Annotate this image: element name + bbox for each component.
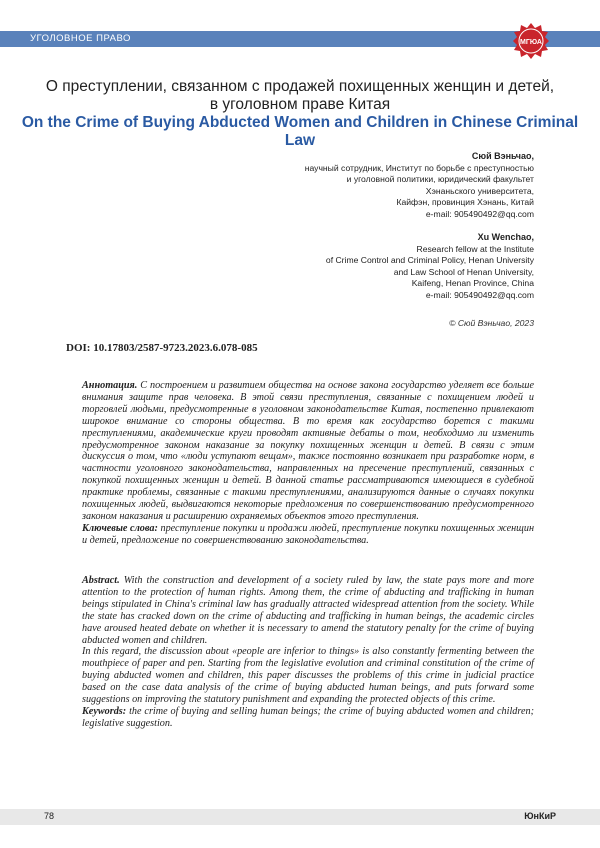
university-logo	[512, 22, 550, 60]
abstract-en-text: With the construction and development of a society ruled by law, the state pays more and more attention to the protection of human rights. Among them, the crime of abducting and trafficking in human beings stipulated in China's criminal law has gradually attracted widespread attention from the society. While the state has cracked down on the crime of abducting and trafficking in human beings, the academic circles have aroused heated debate on whether it is necessary to amend the statutory penalty for the crime of buying abducted women and children.	[82, 575, 534, 646]
journal-name: ЮнКиР	[524, 811, 556, 821]
author-email-ru: e-mail: 905490492@qq.com	[425, 208, 534, 219]
keywords-en	[82, 706, 534, 730]
abstract-en	[82, 575, 534, 730]
keywords-en-lead: Keywords:	[82, 705, 127, 717]
author-ru-line: и уголовной политики, юридический факультет	[346, 174, 534, 184]
author-name-en: Xu Wenchao,	[477, 232, 534, 242]
author-en-line: Research fellow at the Institute	[416, 243, 534, 254]
abstract-ru-paragraph	[82, 380, 534, 523]
title-en: On the Crime of Buying Abducted Women and Children in Chinese Criminal Law	[21, 114, 579, 149]
author-en-line: and Law School of Henan University,	[393, 266, 534, 277]
keywords-ru	[82, 523, 534, 547]
logo-text: МГЮА	[520, 39, 542, 46]
author-info-ru	[305, 151, 534, 220]
author-ru-line: Кайфэн, провинция Хэнань, Китай	[396, 197, 534, 207]
copyright: © Сюй Вэньчао, 2023	[449, 318, 534, 328]
abstract-ru	[82, 380, 534, 547]
abstract-ru-text: С построением и развитием общества на основе закона государство уделяет все больше внимания защите прав человека. В этой связи преступления, связанные с похищением людей и торговлей людьми, предусмотренные в уголовном законодательстве Китая, постепенно привлекают широкое внимание со стороны общества. В то время как государство борется с такими преступлениями, академические круги проводят активные дебаты о том, необходимо ли изменить предусмотренное законом наказание за покупку похищенных женщин и детей. В связи с этим дискуссия о том, что «люди уступают вещам», также постоянно возникает при разработке норм, в частности уголовного законодательства, направленных на пресечение преступлений, связанных с покупкой похищенных женщин и детей. В данной статье рассматриваются имеющиеся в судебной практике проблемы, связанные с такими преступлениями, анализируются данные о случаях покупки похищенных людей, выдвигаются некоторые предложения по совершенствованию предусмотренного законом наказания и расширению охраняемых объектов этого преступления.	[82, 380, 534, 522]
abstract-en-paragraph-2: In this regard, the discussion about «people are inferior to things» is also constantly fermenting between the mouthpiece of paper and pen. Starting from the legislative evolution and criminal constitution of the crime of buying abducted women and children, this paper discusses the problems of this crime in judicial practice based on the case data analysis of the crime of buying abducted human beings, and puts forward some suggestions on improving the statutory punishment and expanding the protected objects of this crime.	[82, 646, 534, 706]
section-label: УГОЛОВНОЕ ПРАВО	[30, 33, 131, 44]
page-number: 78	[44, 811, 55, 821]
author-ru-line: научный сотрудник, Институт по борьбе с преступностью	[304, 162, 534, 173]
footer-bar	[0, 809, 600, 825]
author-en-line: Kaifeng, Henan Province, China	[411, 278, 534, 288]
title-ru-line2: в уголовном праве Китая	[209, 96, 391, 113]
keywords-ru-text: преступление покупки и продажи людей, преступление покупки похищенных женщин и детей, предложение по совершенствованию законодательства.	[82, 522, 535, 546]
author-en-line: of Crime Control and Criminal Policy, Henan University	[325, 255, 534, 265]
abstract-en-lead: Abstract.	[82, 575, 120, 586]
author-ru-line: Хэнаньского университета,	[425, 185, 534, 196]
author-name-ru: Сюй Вэньчао,	[471, 151, 534, 161]
title-ru	[40, 78, 560, 114]
keywords-en-text: the crime of buying and selling human beings; the crime of buying abducted women and children; legislative suggestion.	[82, 705, 534, 729]
abstract-ru-lead: Аннотация.	[82, 380, 138, 391]
doi-link[interactable]: DOI: 10.17803/2587-9723.2023.6.078-085	[66, 342, 258, 354]
author-email-en: e-mail: 905490492@qq.com	[425, 289, 534, 300]
author-info-en	[326, 232, 534, 301]
keywords-ru-lead: Ключевые слова:	[82, 522, 158, 534]
abstract-en-paragraph	[82, 575, 534, 646]
title-ru-line1: О преступлении, связанном с продажей похищенных женщин и детей,	[45, 78, 555, 95]
